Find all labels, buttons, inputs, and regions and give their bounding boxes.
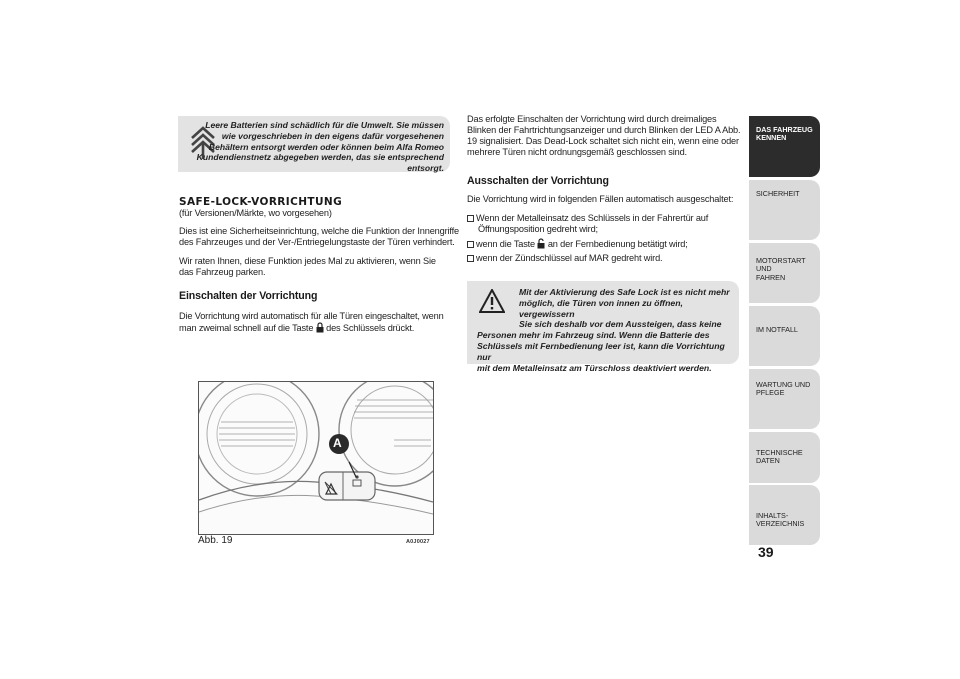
tab-label: PFLEGE: [756, 388, 785, 398]
text-line: 19 signalisiert. Das Dead-Lock schaltet sich nicht ein, wenn eine oder: [467, 136, 739, 146]
figure-caption: Abb. 19: [198, 535, 233, 546]
warning-line: Schlüssels mit Fernbedienung leer ist, kann die Vorrichtung nur: [477, 340, 725, 362]
section-subheading: (für Versionen/Märkte, wo vorgesehen): [179, 208, 332, 218]
list-item-text: wenn der Zündschlüssel auf MAR gedreht wird.: [476, 253, 663, 263]
text-line: Dies ist eine Sicherheitseinrichtung, welche die Funktion der Innengriffe: [179, 226, 459, 236]
subheading-activate: Einschalten der Vorrichtung: [179, 290, 318, 302]
page-number: 39: [758, 544, 774, 560]
unlock-key-icon: [537, 238, 545, 249]
paragraph-deactivate: Die Vorrichtung wird in folgenden Fällen automatisch ausgeschaltet:: [467, 194, 734, 204]
text-fragment: des Schlüssels drückt.: [326, 323, 415, 333]
tab-technische-daten[interactable]: [749, 432, 820, 483]
tab-label: DAS FAHRZEUG: [756, 125, 813, 134]
checkbox-bullet-icon: [467, 215, 474, 222]
figure-marker-a: A: [333, 436, 342, 450]
env-note-line: Leere Batterien sind schädlich für die Umwelt. Sie müssen: [205, 120, 444, 130]
tab-im-notfall[interactable]: [749, 306, 820, 366]
section-heading: SAFE-LOCK-VORRICHTUNG: [179, 196, 343, 208]
warning-line: möglich, die Türen von innen zu öffnen, vergewissern: [519, 297, 683, 319]
tab-label: TECHNISCHE DATEN: [756, 448, 803, 466]
figure-code: A0J0027: [406, 539, 430, 545]
tab-label: IM NOTFALL: [756, 325, 798, 334]
tab-motorstart-und-fahren[interactable]: [749, 243, 820, 303]
list-item: [467, 238, 708, 250]
text-line: das Fahrzeug parken.: [179, 267, 266, 277]
text-line: Wir raten Ihnen, diese Funktion jedes Mal zu aktivieren, wenn Sie: [179, 256, 436, 266]
checkbox-bullet-icon: [467, 255, 474, 262]
warning-line: Sie sich deshalb vor dem Aussteigen, dass keine: [519, 319, 722, 330]
figure-illustration: [198, 381, 434, 535]
text-line: mehrere Türen nicht ordnungsgemäß geschlossen sind.: [467, 147, 687, 157]
list-item-text: wenn die Taste: [476, 239, 536, 249]
paragraph-intro: [179, 226, 459, 248]
tab-wartung-und-pflege[interactable]: [749, 369, 820, 429]
list-item: [467, 213, 708, 224]
tab-label: INHALTS-: [756, 511, 789, 520]
env-note-line: wie vorgeschrieben in den eigens dafür vorgesehenen: [221, 130, 444, 141]
tab-label: SICHERHEIT: [756, 189, 800, 198]
tab-inhaltsverzeichnis[interactable]: [749, 485, 820, 545]
list-item-text: an der Fernbedienung betätigt wird;: [547, 239, 688, 249]
warning-line: mit dem Metalleinsatz am Türschloss deaktiviert werden.: [477, 362, 712, 373]
tab-label: MOTORSTART UND: [756, 256, 806, 274]
subheading-deactivate: Ausschalten der Vorrichtung: [467, 175, 609, 187]
tab-label: KENNEN: [756, 133, 787, 143]
environment-note: [178, 116, 450, 172]
paragraph-signal: [467, 114, 740, 158]
text-line: Das erfolgte Einschalten der Vorrichtung wird durch dreimaliges: [467, 114, 717, 124]
tab-sicherheit[interactable]: [749, 180, 820, 240]
env-note-line: Behältern entsorgt werden oder können beim Alfa Romeo: [208, 141, 444, 152]
text-line: [179, 322, 444, 334]
checkbox-bullet-icon: [467, 241, 474, 248]
text-fragment: man zweimal schnell auf die Taste: [179, 323, 314, 333]
warning-note: [467, 281, 739, 373]
tab-label: VERZEICHNIS: [756, 519, 805, 529]
tab-das-fahrzeug-kennen[interactable]: [749, 116, 820, 177]
list-item-continued: Öffnungsposition gedreht wird;: [478, 224, 598, 234]
bullet-list: [467, 213, 708, 264]
dashboard-vents-illustration: [199, 382, 433, 534]
paragraph-activate: [179, 311, 444, 334]
warning-line: Mit der Aktivierung des Safe Lock ist es nicht mehr: [519, 287, 730, 297]
list-item-text: Wenn der Metalleinsatz des Schlüssels in der Fahrertür auf: [476, 213, 709, 223]
text-line: Die Vorrichtung wird automatisch für alle Türen eingeschaltet, wenn: [179, 311, 444, 321]
tab-label: WARTUNG UND: [756, 380, 811, 389]
lock-key-icon: [316, 322, 324, 333]
text-line: Blinken der Fahrtrichtungsanzeiger und durch Blinken der LED A Abb.: [467, 125, 741, 135]
text-line: des Fahrzeuges und der Ver-/Entriegelungstaste der Türen verhindert.: [179, 237, 455, 247]
tab-label: FAHREN: [756, 272, 786, 282]
paragraph-advice: [179, 256, 436, 278]
env-note-line: Kundendienstnetz abgegeben werden, das sie entsprechend entsorgt.: [196, 152, 444, 174]
list-item: [467, 253, 708, 264]
warning-line: Personen mehr im Fahrzeug sind. Wenn die Batterie des: [477, 330, 710, 341]
